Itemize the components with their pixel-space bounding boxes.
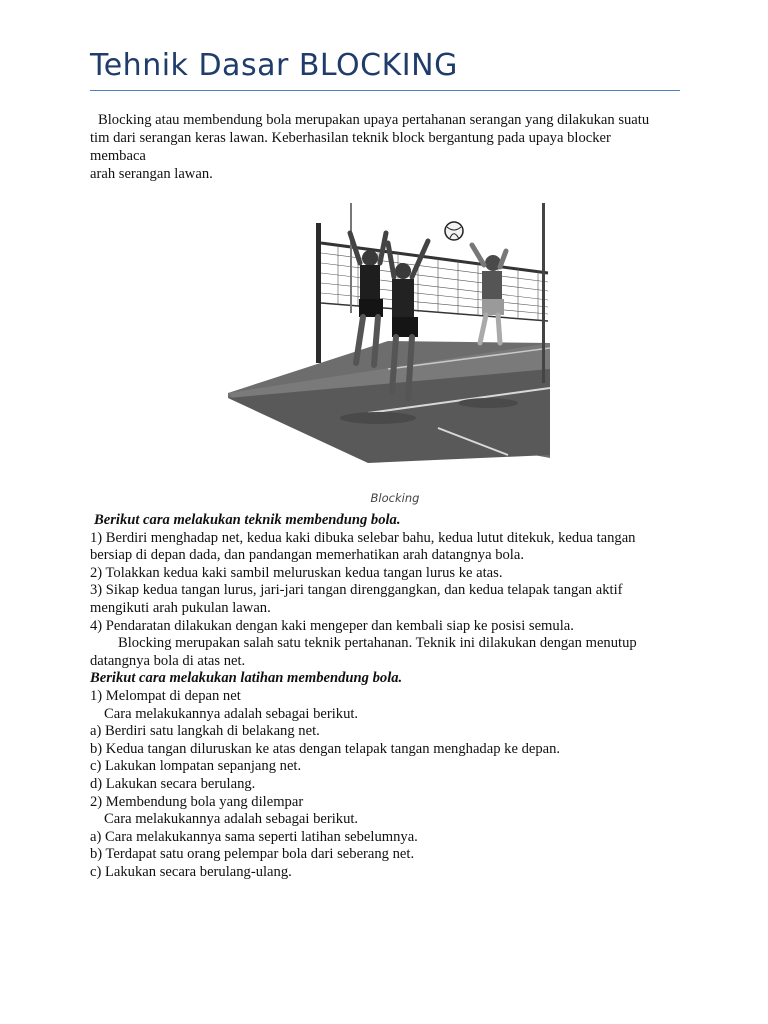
step-text: 2) Tolakkan kedua kaki sambil meluruskan kedua tangan lurus ke atas. bbox=[90, 564, 503, 581]
intro-line: Blocking atau membendung bola merupakan upaya pertahanan serangan yang dilakukan suatu bbox=[98, 112, 650, 128]
list-item: a) Cara melakukannya sama seperti latihan sebelumnya. bbox=[90, 828, 418, 845]
step-text: 4) Pendaratan dilakukan dengan kaki mengeper dan kembali siap ke posisi semula. bbox=[90, 617, 574, 634]
list-item: a) Berdiri satu langkah di belakang net. bbox=[90, 723, 320, 740]
intro-line: arah serangan lawan. bbox=[90, 166, 213, 182]
exercise-intro: Cara melakukannya adalah sebagai berikut. bbox=[104, 705, 359, 722]
list-item: c) Lakukan secara berulang-ulang. bbox=[90, 863, 292, 880]
intro-line: membaca bbox=[90, 148, 146, 164]
list-item: b) Terdapat satu orang pelempar bola dari seberang net. bbox=[90, 846, 415, 863]
far-net-pole bbox=[542, 203, 545, 383]
exercise-title: 1) Melompat di depan net bbox=[90, 687, 241, 704]
intro-line: tim dari serangan keras lawan. Keberhasilan teknik block bergantung pada upaya blocker bbox=[90, 130, 611, 146]
step-text: 3) Sikap kedua tangan lurus, jari-jari tangan direnggangkan, dan kedua telapak tangan aktif bbox=[90, 582, 623, 599]
summary-text: datangnya bola di atas net. bbox=[90, 652, 246, 669]
volleyball-icon bbox=[445, 222, 463, 240]
list-item: d) Lakukan secara berulang. bbox=[90, 775, 256, 792]
summary-text: Blocking merupakan salah satu teknik pertahanan. Teknik ini dilakukan dengan menutup bbox=[118, 635, 637, 652]
section-heading: Berikut cara melakukan latihan membendung bola. bbox=[90, 670, 403, 687]
net-pole bbox=[316, 223, 321, 363]
blocking-illustration bbox=[228, 193, 550, 485]
step-text: bersiap di depan dada, dan pandangan memerhatikan arah datangnya bola. bbox=[90, 547, 524, 564]
step-text: mengikuti arah pukulan lawan. bbox=[90, 599, 271, 616]
step-text: 1) Berdiri menghadap net, kedua kaki dibuka selebar bahu, kedua lutut ditekuk, kedua tangan bbox=[90, 529, 636, 546]
document-body bbox=[90, 512, 690, 881]
antenna bbox=[350, 203, 352, 313]
list-item: c) Lakukan lompatan sepanjang net. bbox=[90, 758, 302, 775]
player-shadow bbox=[340, 412, 416, 424]
list-item: b) Kedua tangan diluruskan ke atas dengan telapak tangan menghadap ke depan. bbox=[90, 740, 561, 757]
player-shadow bbox=[458, 398, 518, 408]
intro-paragraph bbox=[90, 111, 680, 183]
exercise-title: 2) Membendung bola yang dilempar bbox=[90, 793, 304, 810]
attacker-player bbox=[472, 245, 506, 343]
exercise-intro: Cara melakukannya adalah sebagai berikut. bbox=[104, 811, 359, 828]
section-heading: Berikut cara melakukan teknik membendung bola. bbox=[94, 512, 401, 528]
page-title: Tehnik Dasar BLOCKING bbox=[90, 48, 458, 83]
title-underline bbox=[90, 90, 680, 91]
net-mesh bbox=[321, 245, 548, 321]
figure-caption: Blocking bbox=[370, 491, 420, 505]
net-bottom-band bbox=[321, 303, 548, 321]
